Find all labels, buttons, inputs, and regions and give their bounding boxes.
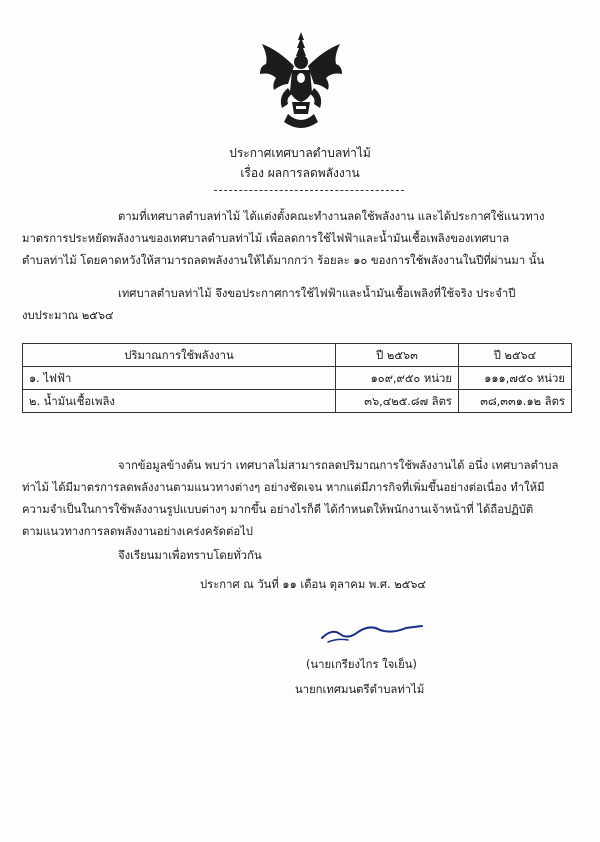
date-line: ประกาศ ณ วันที่ ๑๑ เดือน ตุลาคม พ.ศ. ๒๕๖๔	[200, 578, 426, 591]
signatory-name: (นายเกรียงไกร ใจเย็น)	[306, 658, 417, 671]
signatory-position: นายกเทศมนตรีตำบลท่าไม้	[295, 683, 425, 696]
divider	[214, 190, 404, 191]
announcement-title: ประกาศเทศบาลตำบลท่าไม้	[229, 146, 371, 160]
paragraph-1-line-1: ตามที่เทศบาลตำบลท่าไม้ ได้แต่งตั้งคณะทำงานลดใช้พลังงาน และได้ประกาศใช้แนวทาง	[118, 210, 545, 223]
table-header-cell: ปี ๒๕๖๓	[336, 344, 459, 367]
closing-line: จึงเรียนมาเพื่อทราบโดยทั่วกัน	[118, 549, 262, 562]
paragraph-1-line-3: ตำบลท่าไม้ โดยคาดหวังให้สามารถลดพลังงานให้ได้มากกว่า ร้อยละ ๑๐ ของการใช้พลังงานในปีที่ผ่านมา นั้น	[22, 254, 545, 267]
table-cell: ๓๘,๓๓๑.๑๒ ลิตร	[459, 390, 572, 413]
table-header-row	[23, 344, 572, 367]
paragraph-2-line-1: เทศบาลตำบลท่าไม้ จึงขอประกาศการใช้ไฟฟ้าและน้ำมันเชื้อเพลิงที่ใช้จริง ประจำปี	[118, 287, 516, 300]
announcement-subject: เรื่อง ผลการลดพลังงาน	[240, 166, 360, 180]
table-cell: ๒. น้ำมันเชื้อเพลิง	[23, 390, 336, 413]
table-row	[23, 390, 572, 413]
paragraph-1-line-2: มาตรการประหยัดพลังงานของเทศบาลตำบลท่าไม้ เพื่อลดการใช้ไฟฟ้าและน้ำมันเชื้อเพลิงของเทศบาล	[22, 232, 510, 245]
paragraph-3-line-2: ท่าไม้ ได้มีมาตรการลดพลังงานตามแนวทางต่างๆ อย่างชัดเจน หากแต่มีภารกิจที่เพิ่มขึ้นอย่างต่อเนื่อง ทำให้มี	[22, 481, 545, 494]
garuda-emblem-icon	[258, 30, 344, 136]
table-cell: ๓๖,๔๒๕.๘๗ ลิตร	[336, 390, 459, 413]
table-cell: ๑๐๙,๙๕๐ หน่วย	[336, 367, 459, 390]
table-header-cell: ปริมาณการใช้พลังงาน	[23, 344, 336, 367]
table-cell: ๑๑๑,๗๕๐ หน่วย	[459, 367, 572, 390]
table-header-cell: ปี ๒๕๖๔	[459, 344, 572, 367]
paragraph-3-line-3: ความจำเป็นในการใช้พลังงานรูปแบบต่างๆ มากขึ้น อย่างไรก็ดี ได้กำหนดให้พนักงานเจ้าหน้าที่ ได้ถือปฏิบัติ	[22, 503, 534, 516]
table-row	[23, 367, 572, 390]
paragraph-3-line-4: ตามแนวทางการลดพลังงานอย่างเคร่งครัดต่อไป	[22, 525, 253, 538]
paragraph-3-line-1: จากข้อมูลข้างต้น พบว่า เทศบาลไม่สามารถลดปริมาณการใช้พลังงานได้ อนึ่ง เทศบาลตำบล	[118, 459, 559, 472]
energy-usage-table	[22, 343, 572, 413]
table-cell: ๑. ไฟฟ้า	[23, 367, 336, 390]
signature-icon	[318, 618, 428, 648]
paragraph-2-line-2: งบประมาณ ๒๕๖๔	[22, 309, 114, 322]
